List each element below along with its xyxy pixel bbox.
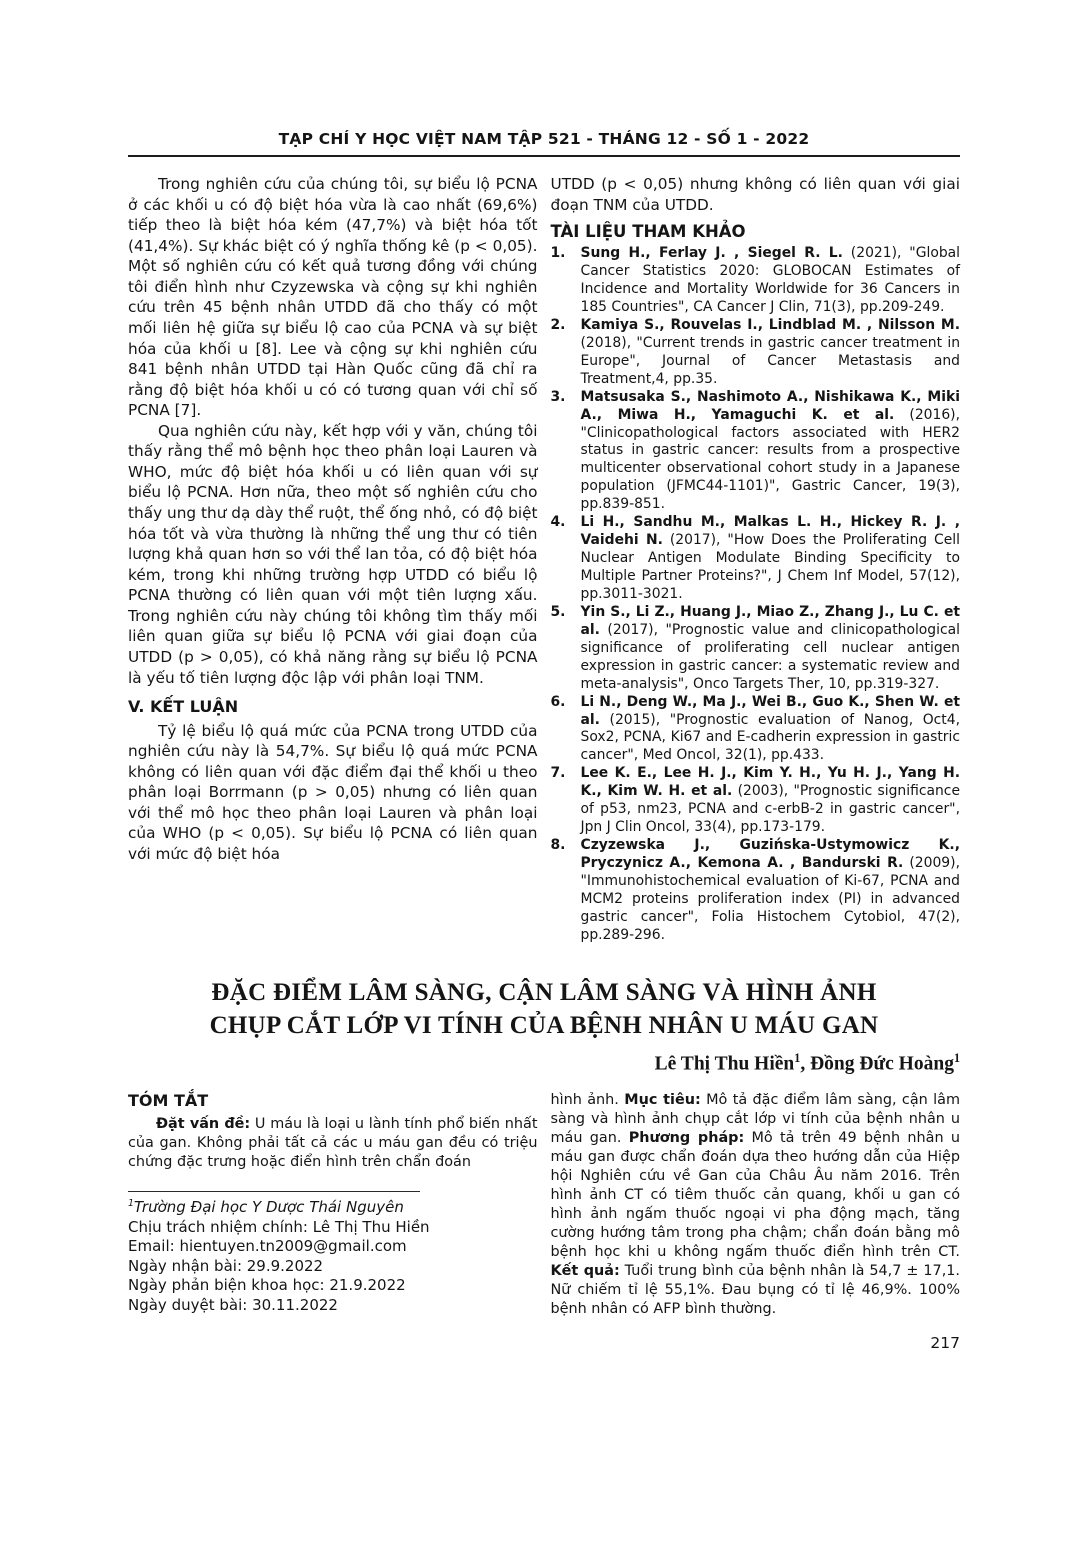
footnote-block [128,1191,538,1315]
footnote-received-date: Ngày nhận bài: 29.9.2022 [128,1256,324,1275]
reference-authors: Kamiya S., Rouvelas I., Lindblad M. , Nilsson M. [580,316,960,333]
reference-details: (2018), "Current trends in gastric cancer treatment in Europe", Journal of Cancer Metastasis and Treatment,4, pp.35. [580,334,960,387]
author-affiliation-marker: 1 [953,1050,960,1065]
abstract-intro [128,1115,538,1172]
reference-text [581,317,961,389]
reference-number: 3. [550,388,566,405]
reference-number: 7. [550,765,566,782]
reference-authors: Li N., Deng W., Ma J., Wei B., Guo K., Shen W. et al. [580,693,960,728]
authors-separator: , [800,1053,811,1075]
reference-text [581,389,961,515]
section-discussion [128,174,960,945]
article-title [128,976,960,1042]
abstract-label-dat-van-de: Đặt vấn đề: [156,1116,251,1133]
discussion-right-column [551,174,961,945]
abstract-label-ket-qua: Kết quả: [550,1262,620,1279]
affiliation-text: Trường Đại học Y Dược Thái Nguyên [133,1198,404,1216]
affiliation-marker: 1 [128,1198,134,1209]
reference-text [581,514,961,604]
page-content [128,130,960,1318]
reference-item [551,694,961,766]
footnote-separator [128,1191,420,1192]
reference-details: (2009), "Immunohistochemical evaluation of Ki-67, PCNA and MCM2 proteins proliferation index (PI) in advanced gastric cancer", Folia Histochem Cytobiol, 47(2), pp.289-296. [580,855,960,943]
reference-authors: Lee K. E., Lee H. J., Kim Y. H., Yu H. J., Yang H. K., Kim W. H. et al. [580,765,960,800]
author-name: Đồng Đức Hoàng [810,1053,954,1075]
journal-header: TẠP CHÍ Y HỌC VIỆT NAM TẬP 521 - THÁNG 12 - SỐ 1 - 2022 [128,130,960,157]
reference-item [551,389,961,515]
conclusion-heading: V. KẾT LUẬN [128,697,239,717]
footnote-email: Email: hientuyen.tn2009@gmail.com [128,1237,407,1255]
reference-number: 8. [550,837,566,854]
discussion-paragraph-2: Qua nghiên cứu này, kết hợp với y văn, chúng tôi thấy rằng thể mô bệnh học theo phân loại Lauren và WHO, mức độ biệt hóa khối u có liên quan với sự biểu lộ PCNA. Hơn nữa, theo một số nghiên cứu cho thấy ung thư dạ dày thể ruột, thể ống nhỏ, có độ biệt hóa tốt và vừa thường là những thể ung thư có tiên lượng khả quan hơn so với thể lan tỏa, có độ biệt hóa kém, trong khi những trường hợp UTDD có biểu lộ PCNA thường có liên quan với một tiên lượng xấu. Trong nghiên cứu này chúng tôi không tìm thấy mối liên quan giữa sự biểu lộ PCNA với giai đoạn của UTDD (p > 0,05), có khả năng rằng sự biểu lộ PCNA là yếu tố tiên lượng độc lập với phân loại TNM. [128,421,538,687]
reference-text [581,837,961,945]
footnote-accepted-date: Ngày duyệt bài: 30.11.2022 [128,1295,338,1314]
article-title-line-2: CHỤP CẮT LỚP VI TÍNH CỦA BỆNH NHÂN U MÁU GAN [209,1011,879,1039]
author-name: Lê Thị Thu Hiền [654,1053,795,1075]
reference-item [551,245,961,317]
abstract-right-column [551,1091,961,1318]
abstract-segment: Mô tả đặc điểm lâm sàng, cận lâm sàng và hình ảnh chụp cắt lớp vi tính của bệnh nhân u máu gan. [550,1092,960,1147]
article-title-line-1: ĐẶC ĐIỂM LÂM SÀNG, CẬN LÂM SÀNG VÀ HÌNH ẢNH [211,978,877,1006]
reference-authors: Matsusaka S., Nashimoto A., Nishikawa K., Miki A., Miwa H., Yamaguchi K. et al. [580,388,960,423]
abstract-left-column [128,1091,538,1318]
reference-number: 5. [550,603,566,620]
reference-details: (2003), "Prognostic significance of p53, nm23, PCNA and c-erbB-2 in gastric cancer", Jpn J Clin Oncol, 33(4), pp.173-179. [580,783,960,836]
reference-number: 2. [550,316,566,333]
conclusion-continuation: UTDD (p < 0,05) nhưng không có liên quan với giai đoạn TNM của UTDD. [550,175,960,214]
abstract-continuation-paragraph [551,1091,961,1318]
reference-item [551,837,961,945]
reference-number: 4. [550,514,566,531]
reference-item [551,604,961,694]
references-heading: TÀI LIỆU THAM KHẢO [550,222,746,242]
reference-item [551,765,961,837]
footnote-affiliation [128,1198,538,1218]
discussion-paragraph-1: Trong nghiên cứu của chúng tôi, sự biểu lộ PCNA ở các khối u có độ biệt hóa vừa là cao nhất (69,6%) tiếp theo là biệt hóa kém (47,7%) và biệt hóa tốt (41,4%). Sự khác biệt có ý nghĩa thống kê (p < 0,05). Một số nghiên cứu có kết quả tương đồng với chúng tôi điển hình như Czyzewska và cộng sự khi nghiên cứu trên 45 bệnh nhân UTDD đã cho thấy có một mối liên hệ giữa sự biểu lộ cao của PCNA và sự biệt hóa của khối u [8]. Lee và cộng sự khi nghiên cứu 841 bệnh nhân UTDD tại Hàn Quốc cũng đã chỉ ra rằng độ biệt hóa khối u có có tương quan với chỉ số PCNA [7]. [128,175,538,420]
reference-authors: Sung H., Ferlay J. , Siegel R. L. [580,245,843,262]
footnote-corresponding-author: Chịu trách nhiệm chính: Lê Thị Thu Hiền [128,1217,430,1236]
reference-text [581,604,961,694]
discussion-left-column [128,174,538,945]
abstract-label-muc-tieu: Mục tiêu: [624,1092,701,1109]
references-list [551,245,961,945]
page-number: 217 [930,1334,960,1352]
conclusion-paragraph: Tỷ lệ biểu lộ quá mức của PCNA trong UTDD của nghiên cứu này là 54,7%. Sự biểu lộ quá mức PCNA không có liên quan với đặc điểm đại thể khối u theo phân loại Borrmann (p > 0,05) nhưng có liên quan với thể mô học theo phân loại Lauren và phân loại của WHO (p < 0,05). Sự biểu lộ PCNA có liên quan với mức độ biệt hóa [128,721,538,863]
reference-number: 6. [550,693,566,710]
abstract-label-phuong-phap: Phương pháp: [628,1130,745,1147]
reference-item [551,317,961,389]
section-abstract [128,1091,960,1318]
reference-details: (2021), "Global Cancer Statistics 2020: GLOBOCAN Estimates of Incidence and Mortality Worldwide for 36 Cancers in 185 Countries", CA Cancer J Clin, 71(3), pp.209-249. [580,245,961,315]
abstract-segment: hình ảnh. [550,1092,625,1109]
abstract-heading: TÓM TẮT [128,1091,209,1111]
reference-details: (2015), "Prognostic evaluation of Nanog, Oct4, Sox2, PCNA, Ki67 and E-cadherin expression in gastric cancer", Med Oncol, 32(1), pp.433. [580,711,960,764]
reference-item [551,514,961,604]
author-affiliation-marker: 1 [794,1050,801,1065]
reference-authors: Li H., Sandhu M., Malkas L. H., Hickey R. J. , Vaidehi N. [580,514,960,549]
abstract-continuation [551,1091,961,1318]
reference-text [581,694,961,766]
reference-details: (2017), "Prognostic value and clinicopathological significance of proliferating cell nuclear antigen expression in gastric cancer: a systematic review and meta-analysis", Onco Targets Ther, 10, pp.319-327. [580,621,960,692]
reference-authors: Czyzewska J., Guzińska-Ustymowicz K., Pryczynicz A., Kemona A. , Bandurski R. [580,837,960,871]
reference-text [581,765,961,837]
abstract-intro-paragraph [128,1115,538,1172]
abstract-intro-text: U máu là loại u lành tính phổ biến nhất của gan. Không phải tất cả các u máu gan đều có triệu chứng đặc trưng hoặc điển hình trên chẩn đoán [128,1116,538,1171]
article-authors [128,1051,960,1076]
footnote-review-date: Ngày phản biện khoa học: 21.9.2022 [128,1276,406,1294]
abstract-segment: Tuổi trung bình của bệnh nhân là 54,7 ± 17,1. Nữ chiếm tỉ lệ 55,1%. Đau bụng có tỉ lệ 46,9%. 100% bệnh nhân có AFP bình thường. [550,1262,961,1317]
reference-details: (2017), "How Does the Proliferating Cell Nuclear Antigen Modulate Binding Specificity to Multiple Partner Proteins?", J Chem Inf Model, 57(12), pp.3011-3021. [580,532,960,602]
reference-text [581,245,961,317]
reference-number: 1. [550,245,566,262]
reference-details: (2016), "Clinicopathological factors associated with HER2 status in gastric cancer: results from a prospective multicenter observational cohort study in a Japanese population (JFMC44-1101)", Gastric Cancer, 19(3), pp.839-851. [580,406,961,513]
reference-authors: Yin S., Li Z., Huang J., Miao Z., Zhang J., Lu C. et al. [580,603,960,638]
abstract-segment: Mô tả trên 49 bệnh nhân u máu gan được chẩn đoán dựa theo hướng dẫn của Hiệp hội Nghiên cứu về Gan của Châu Âu năm 2016. Trên hình ảnh CT có tiêm thuốc cản quang, khối u gan có hình ảnh ngấm thuốc ngoại vi pha động mạch, tăng cường hướng tâm trong pha chậm; chẩn đoán bằng mô bệnh học khi u không ngấm thuốc điển hình trên CT. [550,1130,960,1260]
